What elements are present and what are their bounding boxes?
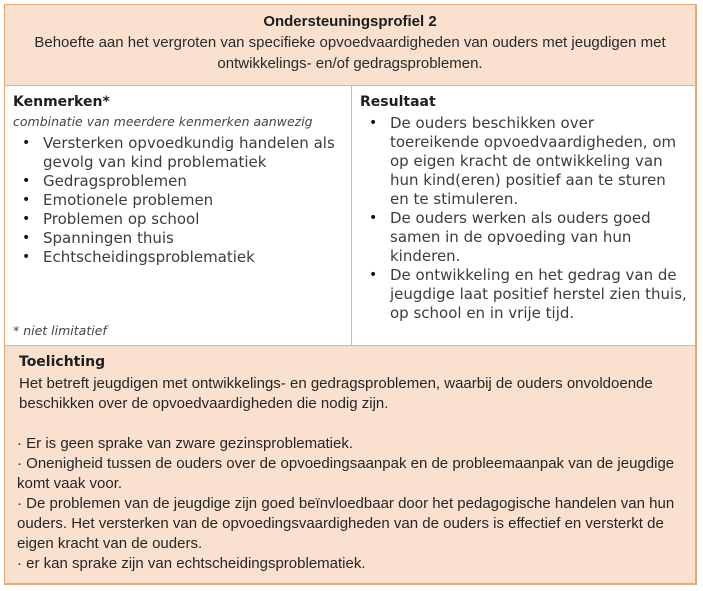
kenmerken-footnote: * niet limitatief — [13, 323, 107, 338]
list-item: • Spanningen thuis — [13, 229, 343, 248]
list-item: • Echtscheidingsproblematiek — [13, 248, 343, 267]
list-item: • Emotionele problemen — [13, 191, 343, 210]
list-item: • Problemen op school — [13, 210, 343, 229]
resultaat-heading: Resultaat — [360, 94, 436, 110]
list-item: • Gedragsproblemen — [13, 172, 343, 191]
resultaat-list — [360, 114, 687, 323]
toelichting-points — [17, 434, 681, 574]
toelichting-point: · Onenigheid tussen de ouders over de opvoedingsaanpak en de probleemaanpak van de jeugdige komt vaak voor. — [17, 455, 675, 492]
profile-title: Ondersteuningsprofiel 2 — [263, 13, 437, 30]
toelichting-section — [5, 346, 695, 583]
kenmerken-list — [13, 134, 343, 267]
profile-subtitle: Behoefte aan het vergroten van specifieke opvoedvaardigheden van ouders met jeugdigen met ontwikkelings- en/of gedragsproblemen. — [34, 34, 666, 72]
profile-header — [5, 5, 695, 86]
resultaat-cell — [352, 86, 695, 345]
kenmerken-note: combinatie van meerdere kenmerken aanwezig — [13, 114, 313, 129]
list-item: • Versterken opvoedkundig handelen als gevolg van kind problematiek — [13, 134, 343, 172]
toelichting-intro: Het betreft jeugdigen met ontwikkelings- en gedragsproblemen, waarbij de ouders onvoldoende beschikken over de opvoedvaardigheden die nodig zijn. — [19, 375, 653, 412]
toelichting-point: · De problemen van de jeugdige zijn goed beïnvloedbaar door het pedagogische handelen van hun ouders. Het versterken van de opvoedingsvaardigheden van de ouders is effectief en versterkt de eigen kracht van de ouders. — [17, 495, 675, 552]
list-item: • De ouders werken als ouders goed samen in de opvoeding van hun kinderen. — [360, 209, 687, 266]
toelichting-point: · er kan sprake zijn van echtscheidingsproblematiek. — [17, 555, 366, 572]
kenmerken-heading: Kenmerken* — [13, 94, 110, 110]
profile-table — [4, 4, 697, 585]
kenmerken-cell — [5, 86, 352, 345]
toelichting-heading: Toelichting — [19, 354, 106, 370]
list-item: • De ouders beschikken over toereikende opvoedvaardigheden, om op eigen kracht de ontwikkeling van hun kind(eren) positief aan te sturen en te stimuleren. — [360, 114, 687, 209]
list-item: • De ontwikkeling en het gedrag van de jeugdige laat positief herstel zien thuis, op school en in vrije tijd. — [360, 266, 687, 323]
toelichting-point: · Er is geen sprake van zware gezinsproblematiek. — [17, 435, 353, 452]
characteristics-results-row — [5, 86, 695, 346]
